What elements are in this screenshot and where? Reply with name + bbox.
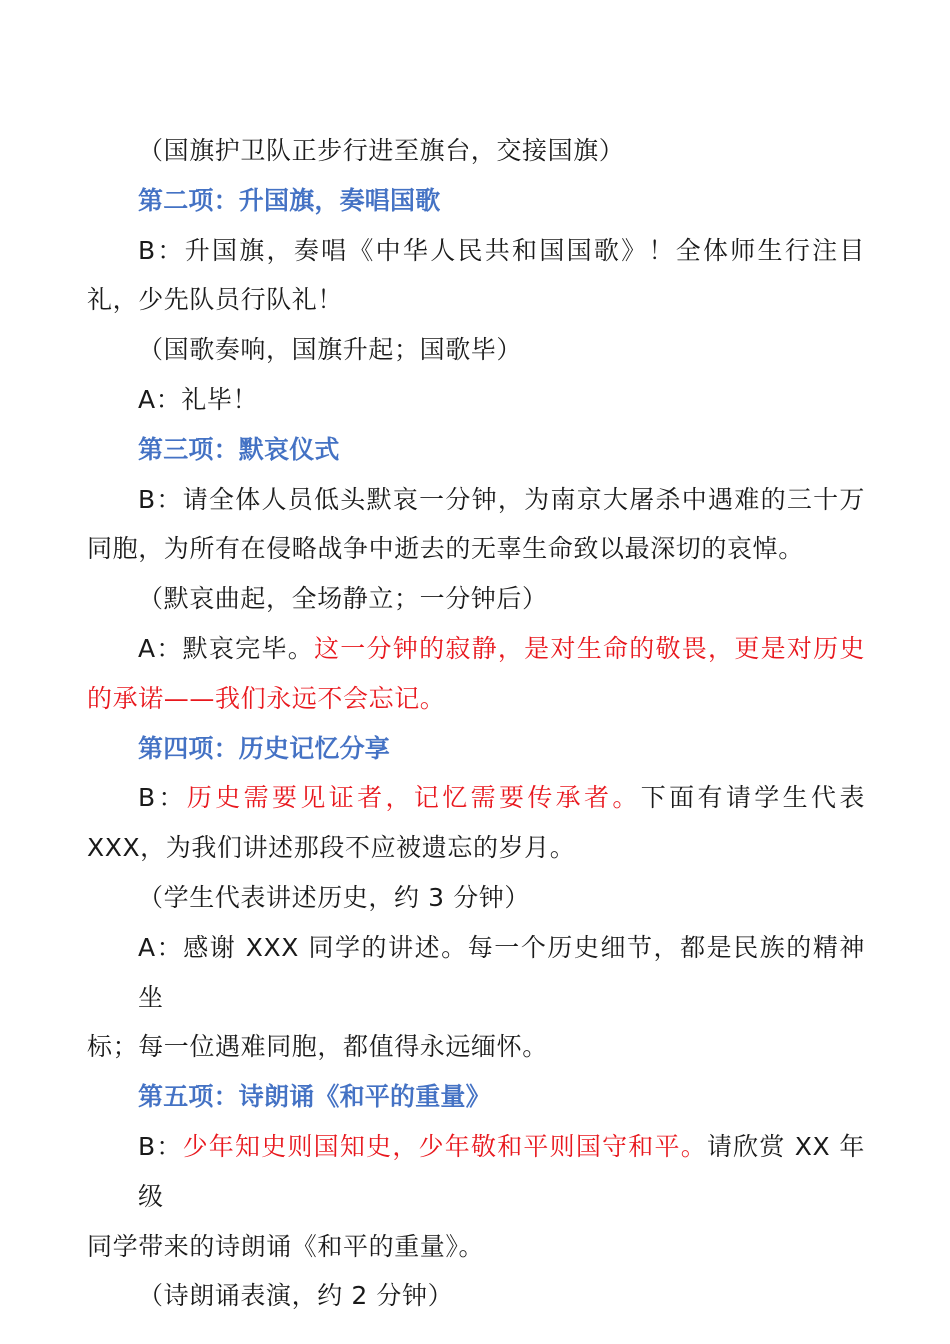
stage-direction-history: （学生代表讲述历史，约 3 分钟） xyxy=(138,882,531,912)
paragraph-line-poem-1 xyxy=(87,1122,865,1222)
paragraph-line-thanks-2: 标；每一位遇难同胞，都值得永远缅怀。 xyxy=(87,1032,548,1062)
document-body xyxy=(87,126,865,1321)
paragraph-line-silence-end-2: 的承诺——我们永远不会忘记。 xyxy=(87,683,446,713)
body-text: 请欣赏 XX 年级 xyxy=(138,1131,865,1211)
stage-direction-anthem: （国歌奏响，国旗升起；国歌毕） xyxy=(138,335,523,365)
speaker-text: B： xyxy=(138,1131,183,1161)
paragraph-line-silence-end-1 xyxy=(87,624,865,674)
emphasis-text: 这一分钟的寂静，是对生命的敬畏，更是对历史 xyxy=(314,633,865,663)
paragraph-line-history-2: XXX，为我们讲述那段不应被遗忘的岁月。 xyxy=(87,833,576,863)
paragraph-line-silence-2: 同胞，为所有在侵略战争中逝去的无辜生命致以最深切的哀悼。 xyxy=(87,534,804,564)
section-heading-2: 第二项：升国旗，奏唱国歌 xyxy=(138,185,441,215)
stage-direction-silence: （默哀曲起，全场静立；一分钟后） xyxy=(138,584,548,614)
paragraph-line-silence-1: B：请全体人员低头默哀一分钟，为南京大屠杀中遇难的三十万 xyxy=(138,484,865,514)
section-heading-3: 第三项：默哀仪式 xyxy=(138,434,340,464)
section-heading-4: 第四项：历史记忆分享 xyxy=(138,733,391,763)
paragraph-line-thanks-1: A：感谢 XXX 同学的讲述。每一个历史细节，都是民族的精神坐 xyxy=(138,932,865,1012)
paragraph-line-history-1 xyxy=(87,773,865,823)
section-heading-5: 第五项：诗朗诵《和平的重量》 xyxy=(138,1082,491,1112)
speaker-text: B： xyxy=(138,783,187,813)
paragraph-line-flag-raising-1: B：升国旗，奏唱《中华人民共和国国歌》！全体师生行注目 xyxy=(138,235,865,265)
body-text: 下面有请学生代表 xyxy=(640,783,865,813)
paragraph-line-poem-2: 同学带来的诗朗诵《和平的重量》。 xyxy=(87,1231,485,1261)
paragraph-line-flag-raising-2: 礼，少先队员行队礼！ xyxy=(87,285,344,315)
emphasis-text: 少年知史则国知史，少年敬和平则国守和平。 xyxy=(182,1131,707,1161)
emphasis-text: 历史需要见证者，记忆需要传承者。 xyxy=(186,783,641,813)
stage-direction-poem: （诗朗诵表演，约 2 分钟） xyxy=(138,1281,454,1311)
speaker-text: A：默哀完毕。 xyxy=(138,633,314,663)
stage-direction-flag-guard: （国旗护卫队正步行进至旗台，交接国旗） xyxy=(138,136,625,165)
paragraph-line-salute-end: A：礼毕！ xyxy=(138,384,259,414)
